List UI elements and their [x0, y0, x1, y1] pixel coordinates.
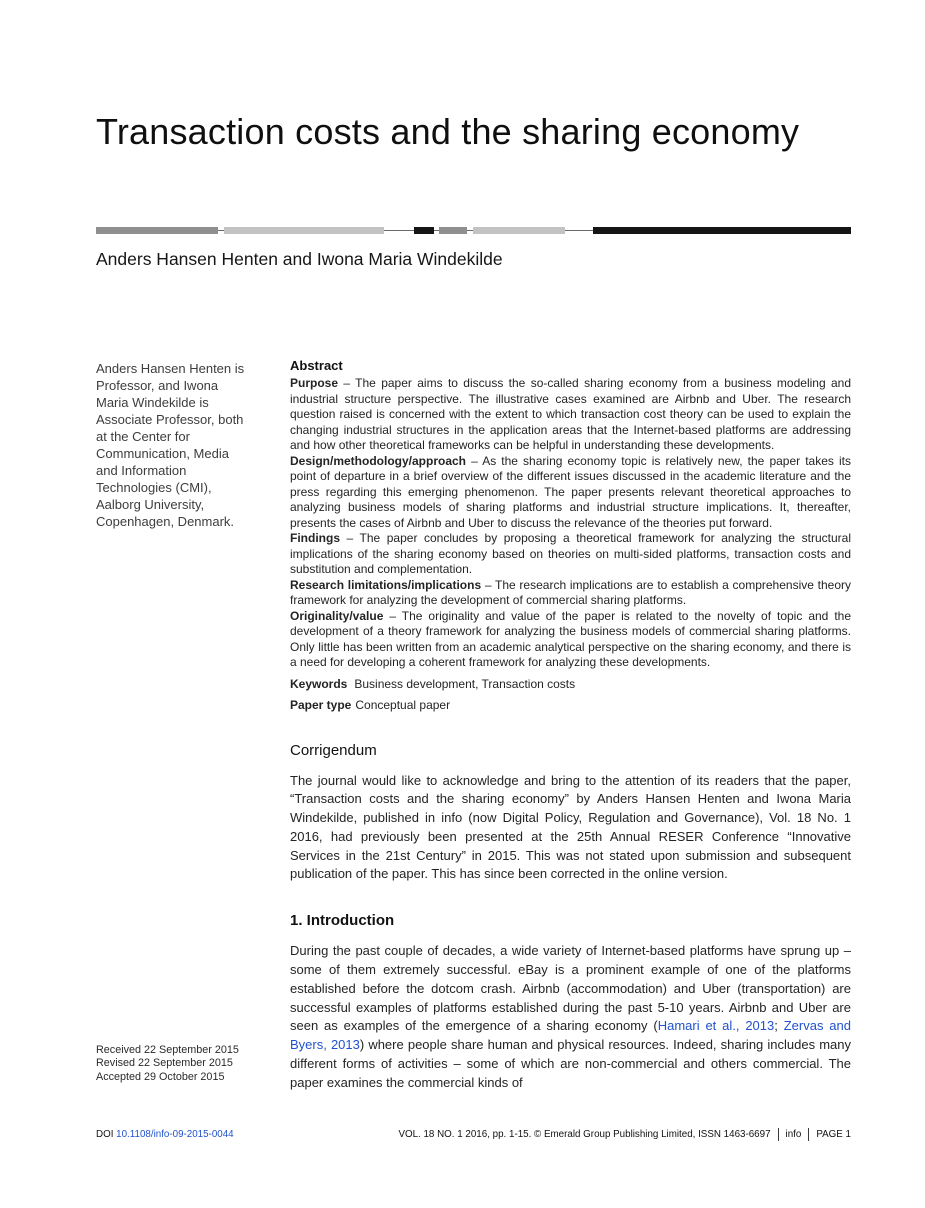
rule-segment	[593, 227, 851, 234]
abstract-purpose-text: – The paper aims to discuss the so-called sharing economy from a business modeling and industrial structure perspective. The illustrative cases examined are Airbnb and Uber. The research question raised is concerned with the extent to which transaction cost theory can be used to explain the changing industrial structures in the application areas that the Internet-based platforms are addressing and how other theoretical frameworks can be helpful in understanding these developments.	[290, 376, 851, 452]
corrigendum-heading: Corrigendum	[290, 741, 377, 759]
doi-line	[96, 1129, 234, 1140]
corrigendum-paragraph: The journal would like to acknowledge and bring to the attention of its readers that the paper, “Transaction costs and the sharing economy” by Anders Hansen Henten and Iwona Maria Windekilde, published in info (now Digital Policy, Regulation and Governance), Vol. 18 No. 1 2016, had previously been presented at the 25th Annual RESER Conference “Innovative Services in the 21st Century” in 2015. This was not stated upon submission and subsequent publication of the paper. This has since been corrected in the online version.	[290, 772, 851, 882]
content-columns	[96, 358, 851, 1101]
author-affiliation: Anders Hansen Henten is Professor, and Iwona Maria Windekilde is Associate Professor, both at the Center for Communication, Media and Information Technologies (CMI), Aalborg University, Copenhagen, Denmark.	[96, 361, 245, 529]
rule-segment	[439, 227, 467, 234]
rule-segment	[473, 227, 565, 234]
citation-separator: ;	[774, 1018, 784, 1034]
doi-link[interactable]: 10.1108/info-09-2015-0044	[116, 1129, 234, 1140]
abstract-design-label: Design/methodology/approach	[290, 453, 467, 468]
revised-date: Revised 22 September 2015	[96, 1057, 233, 1070]
abstract-limitations-text: – The research implications are to establish a comprehensive theory framework for analyzing the development of commercial sharing platforms.	[290, 577, 851, 607]
rule-segment	[96, 227, 218, 234]
footer-divider	[778, 1128, 779, 1141]
abstract-originality	[290, 609, 851, 671]
citation-link-hamari-2013[interactable]: Hamari et al., 2013	[657, 1018, 775, 1034]
publication-info	[398, 1128, 851, 1141]
paper-type-value: Conceptual paper	[355, 698, 451, 712]
abstract-findings	[290, 531, 851, 578]
rule-segment	[414, 227, 434, 234]
abstract-purpose-label: Purpose	[290, 376, 339, 390]
abstract-originality-label: Originality/value	[290, 608, 384, 623]
abstract-purpose	[290, 376, 851, 454]
abstract-originality-text: – The originality and value of the paper is related to the novelty of topic and the development of a theory framework for analyzing the business models of commercial sharing platforms. Only little has been written from an academic analytical perspective on the sharing economy, and there is a need for developing a coherent framework for analyzing these developments.	[290, 608, 851, 669]
abstract-design-text: – As the sharing economy topic is relatively new, the paper takes its point of departure in a brief overview of the different issues discussed in the academic literature and the press regarding this emerging phenomenon. The paper presents relevant theoretical approaches to analyzing business models of sharing platforms and industrial structure implications. It, thereafter, presents the cases of Airbnb and Uber to discuss the relevance of the theories put forward.	[290, 453, 851, 530]
page-number: PAGE 1	[816, 1129, 851, 1140]
accepted-date: Accepted 29 October 2015	[96, 1070, 225, 1083]
received-date: Received 22 September 2015	[96, 1044, 239, 1056]
authors-line: Anders Hansen Henten and Iwona Maria Windekilde	[96, 249, 503, 269]
abstract-findings-label: Findings	[290, 531, 340, 545]
abstract-findings-text: – The paper concludes by proposing a theoretical framework for analyzing the structural implications of the sharing economy based on theories on multi-sided platforms, transaction costs and substitution and complementation.	[290, 531, 851, 576]
keywords-value: Business development, Transaction costs	[354, 676, 576, 691]
margin-column	[96, 358, 246, 1101]
paper-title: Transaction costs and the sharing economy	[96, 111, 800, 152]
footer-divider	[808, 1128, 809, 1141]
introduction-text-before: During the past couple of decades, a wide variety of Internet-based platforms have sprung up – some of them extremely successful. eBay is a prominent example of one of the platforms established before the dotcom crash. Airbnb (accommodation) and Uber (transportation) are successful examples of platforms established during the past 5-10 years. Airbnb and Uber are seen as examples of the emergence of a sharing economy (	[290, 943, 851, 1034]
rule-segment	[224, 227, 384, 234]
volume-citation: VOL. 18 NO. 1 2016, pp. 1-15. © Emerald Group Publishing Limited, ISSN 1463-6697	[398, 1129, 771, 1140]
page-footer	[96, 1128, 851, 1141]
keywords-label: Keywords	[290, 676, 348, 691]
introduction-text-after: ) where people share human and physical resources. Indeed, sharing includes many different forms of activities – some of which are non-commercial and others commercial. The paper examines the commercial kinds of	[290, 1037, 851, 1090]
paper-type-line	[290, 698, 851, 714]
doi-label: DOI	[96, 1129, 114, 1140]
abstract-limitations	[290, 578, 851, 609]
abstract-design	[290, 454, 851, 532]
submission-dates	[96, 1044, 239, 1084]
main-column	[290, 358, 851, 1101]
introduction-heading: 1. Introduction	[290, 912, 395, 930]
paper-type-label: Paper type	[290, 698, 352, 712]
abstract-heading: Abstract	[290, 358, 343, 373]
decorative-rule	[96, 227, 851, 234]
journal-name: info	[785, 1129, 802, 1140]
abstract-limitations-label: Research limitations/implications	[290, 577, 482, 592]
introduction-paragraph	[290, 942, 851, 1092]
keywords-line	[290, 677, 851, 693]
citation-link-zervas-byers-2013[interactable]: Zervas and Byers, 2013	[290, 1018, 851, 1053]
